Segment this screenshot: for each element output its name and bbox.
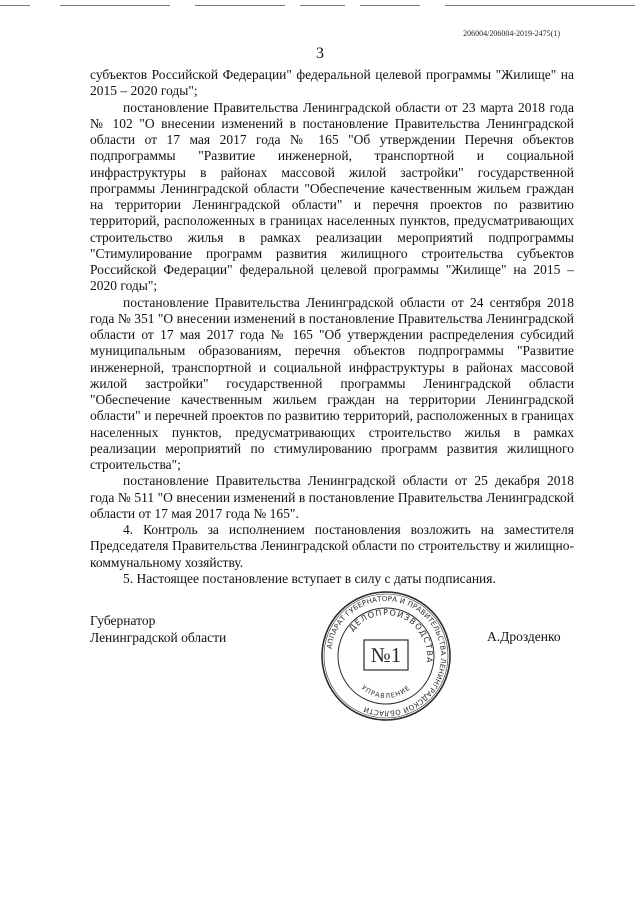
document-id: 206004/206004-2019-2475(1) — [463, 29, 560, 38]
paragraph: 4. Контроль за исполнением постановления возложить на заместителя Председателя Правительства Ленинградской области по строительству и жилищно-коммунальному хозяйству. — [90, 522, 574, 570]
scan-edge-line — [195, 5, 285, 6]
document-body — [90, 67, 574, 587]
scan-edge-line — [60, 5, 170, 6]
scan-edge-line — [360, 5, 420, 6]
stamp-bottom-text: УПРАВЛЕНИЕ — [359, 683, 413, 701]
office-stamp — [320, 590, 452, 722]
paragraph: постановление Правительства Ленинградской области от 25 декабря 2018 года № 511 "О внесении изменений в постановление Правительства Ленинградской области от 17 мая 2017 года № 165". — [90, 473, 574, 521]
stamp-number: №1 — [370, 643, 402, 667]
scan-edge-line — [0, 5, 30, 6]
signatory-title-line: Ленинградской области — [90, 630, 227, 645]
paragraph: постановление Правительства Ленинградской области от 24 сентября 2018 года № 351 "О внесении изменений в постановление Правительства Ленинградской области от 17 мая 2017 года № 165 "Об утверждении распределения субсидий муниципальным образованиям, перечня объектов подпрограммы "Развитие инженерной, транспортной и социальной инфраструктуры в районах массовой жилой застройки" государственной программы Ленинградской области "Обеспечение качественным жильем граждан на территории Ленинградской области" и перечней проектов по развитию территорий, расположенных в границах населенных пунктов, предусматривающих строительство жилья в рамках реализации мероприятий по стимулированию программ развития жилищного строительства"; — [90, 294, 574, 472]
page-number: 3 — [316, 45, 324, 62]
stamp-outer-text: АППАРАТ ГУБЕРНАТОРА И ПРАВИТЕЛЬСТВА ЛЕНИНГРАДСКОЙ ОБЛАСТИ — [325, 594, 448, 718]
signatory-name: А.Дрозденко — [487, 629, 561, 644]
paragraph: 5. Настоящее постановление вступает в силу с даты подписания. — [123, 570, 496, 586]
paragraph: субъектов Российской Федерации" федеральной целевой программы "Жилище" на 2015 – 2020 годы"; — [90, 67, 574, 99]
paragraph: постановление Правительства Ленинградской области от 23 марта 2018 года № 102 "О внесении изменений в постановление Правительства Ленинградской области от 17 мая 2017 года № 165 "Об утверждении Перечня объектов подпрограммы "Развитие инженерной, транспортной и социальной инфраструктуры в районах массовой жилой застройки" государственной программы Ленинградской области "Обеспечение качественным жильем граждан на территории Ленинградской области" и перечня проектов по развитию территорий, расположенных в границах населенных пунктов, предусматривающих строительство жилья в рамках реализации мероприятий подпрограммы "Стимулирование программ развития жилищного строительства субъектов Российской Федерации" федеральной целевой программы "Жилище" на 2015 – 2020 годы"; — [90, 99, 574, 294]
stamp-inner-text: ДЕЛОПРОИЗВОДСТВА — [347, 607, 435, 665]
scan-edge-line — [445, 5, 635, 6]
scan-edge-line — [300, 5, 345, 6]
signatory-title — [90, 612, 226, 646]
signatory-title-line: Губернатор — [90, 613, 156, 628]
